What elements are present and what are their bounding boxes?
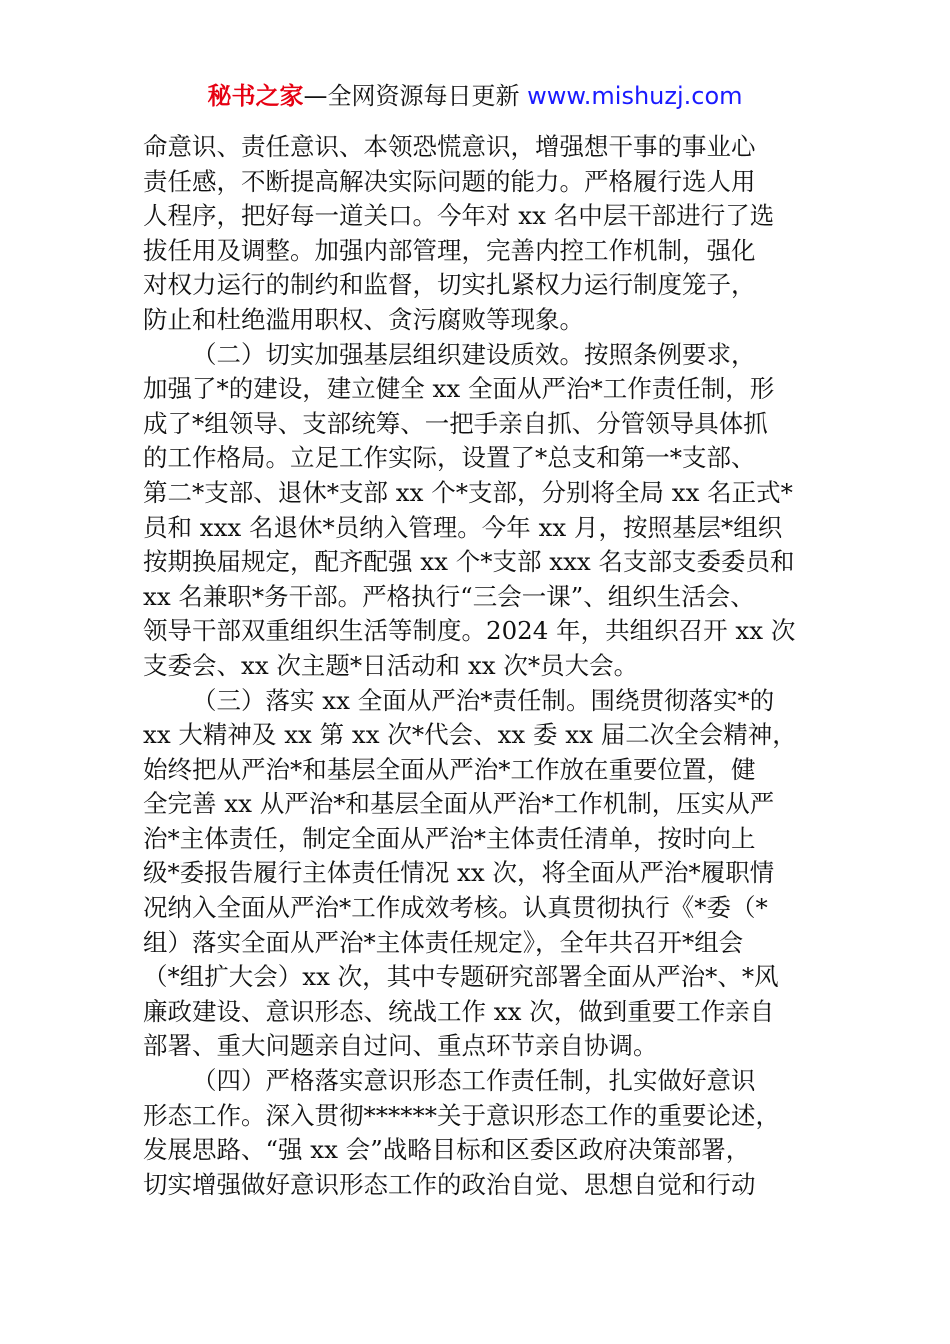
header-tagline: —全网资源每日更新 xyxy=(303,82,528,110)
text-line: 部署、重大问题亲自过问、重点环节亲自协调。 xyxy=(143,1031,658,1061)
site-url-link[interactable]: www.mishuzj.com xyxy=(527,82,743,110)
paragraph-first-line: （四）严格落实意识形态工作责任制，扎实做好意识 xyxy=(192,1066,756,1096)
text-line: xx 名兼职*务干部。严格执行“三会一课”、组织生活会、 xyxy=(143,581,755,611)
text-line: 第二*支部、退休*支部 xx 个*支部，分别将全局 xx 名正式* xyxy=(143,477,793,507)
text-line: 成了*组领导、支部统筹、一把手亲自抓、分管领导具体抓 xyxy=(143,408,768,438)
text-line: 按期换届规定，配齐配强 xx 个*支部 xxx 名支部支委委员和 xyxy=(143,547,795,577)
text-line: 级*委报告履行主体责任情况 xx 次，将全面从严治*履职情 xyxy=(143,858,775,888)
brand-name: 秘书之家 xyxy=(207,82,304,110)
text-line: 防止和杜绝滥用职权、贪污腐败等现象。 xyxy=(143,304,584,334)
text-line: xx 大精神及 xx 第 xx 次*代会、xx 委 xx 届二次全会精神， xyxy=(143,720,797,750)
text-line: 全完善 xx 从严治*和基层全面从严治*工作机制，压实从严 xyxy=(143,789,775,819)
text-line: 对权力运行的制约和监督，切实扎紧权力运行制度笼子， xyxy=(143,270,756,300)
text-line: 治*主体责任，制定全面从严治*主体责任清单，按时向上 xyxy=(143,823,756,853)
text-line: 拔任用及调整。加强内部管理，完善内控工作机制，强化 xyxy=(143,235,756,265)
text-line: 切实增强做好意识形态工作的政治自觉、思想自觉和行动 xyxy=(143,1169,756,1199)
text-line: 况纳入全面从严治*工作成效考核。认真贯彻执行《*委（* xyxy=(143,893,768,923)
paragraph-first-line: （二）切实加强基层组织建设质效。按照条例要求， xyxy=(192,339,756,369)
text-line: 人程序，把好每一道关口。今年对 xx 名中层干部进行了选 xyxy=(143,201,775,231)
text-line: 领导干部双重组织生活等制度。2024 年，共组织召开 xx 次 xyxy=(143,616,796,646)
text-line: 形态工作。深入贯彻******关于意识形态工作的重要论述， xyxy=(143,1100,780,1130)
text-line: 廉政建设、意识形态、统战工作 xx 次，做到重要工作亲自 xyxy=(143,996,775,1026)
document-body xyxy=(143,130,815,1202)
text-line: 加强了*的建设，建立健全 xx 全面从严治*工作责任制，形 xyxy=(143,374,775,404)
text-line: 组）落实全面从严治*主体责任规定》，全年共召开*组会 xyxy=(143,927,744,957)
text-line: （*组扩大会）xx 次，其中专题研究部署全面从严治*、*风 xyxy=(143,962,779,992)
text-line: 发展思路、“强 xx 会”战略目标和区委区政府决策部署， xyxy=(143,1135,751,1165)
paragraph-first-line: （三）落实 xx 全面从严治*责任制。围绕贯彻落实*的 xyxy=(192,685,775,715)
text-line: 的工作格局。立足工作实际，设置了*总支和第一*支部、 xyxy=(143,443,756,473)
text-line: 命意识、责任意识、本领恐慌意识，增强想干事的事业心 xyxy=(143,132,756,161)
site-header xyxy=(0,80,950,112)
text-line: 支委会、xx 次主题*日活动和 xx 次*员大会。 xyxy=(143,650,639,680)
text-line: 责任感，不断提高解决实际问题的能力。严格履行选人用 xyxy=(143,166,756,196)
text-line: 员和 xxx 名退休*员纳入管理。今年 xx 月，按照基层*组织 xyxy=(143,512,783,542)
text-line: 始终把从严治*和基层全面从严治*工作放在重要位置，健 xyxy=(143,754,756,784)
